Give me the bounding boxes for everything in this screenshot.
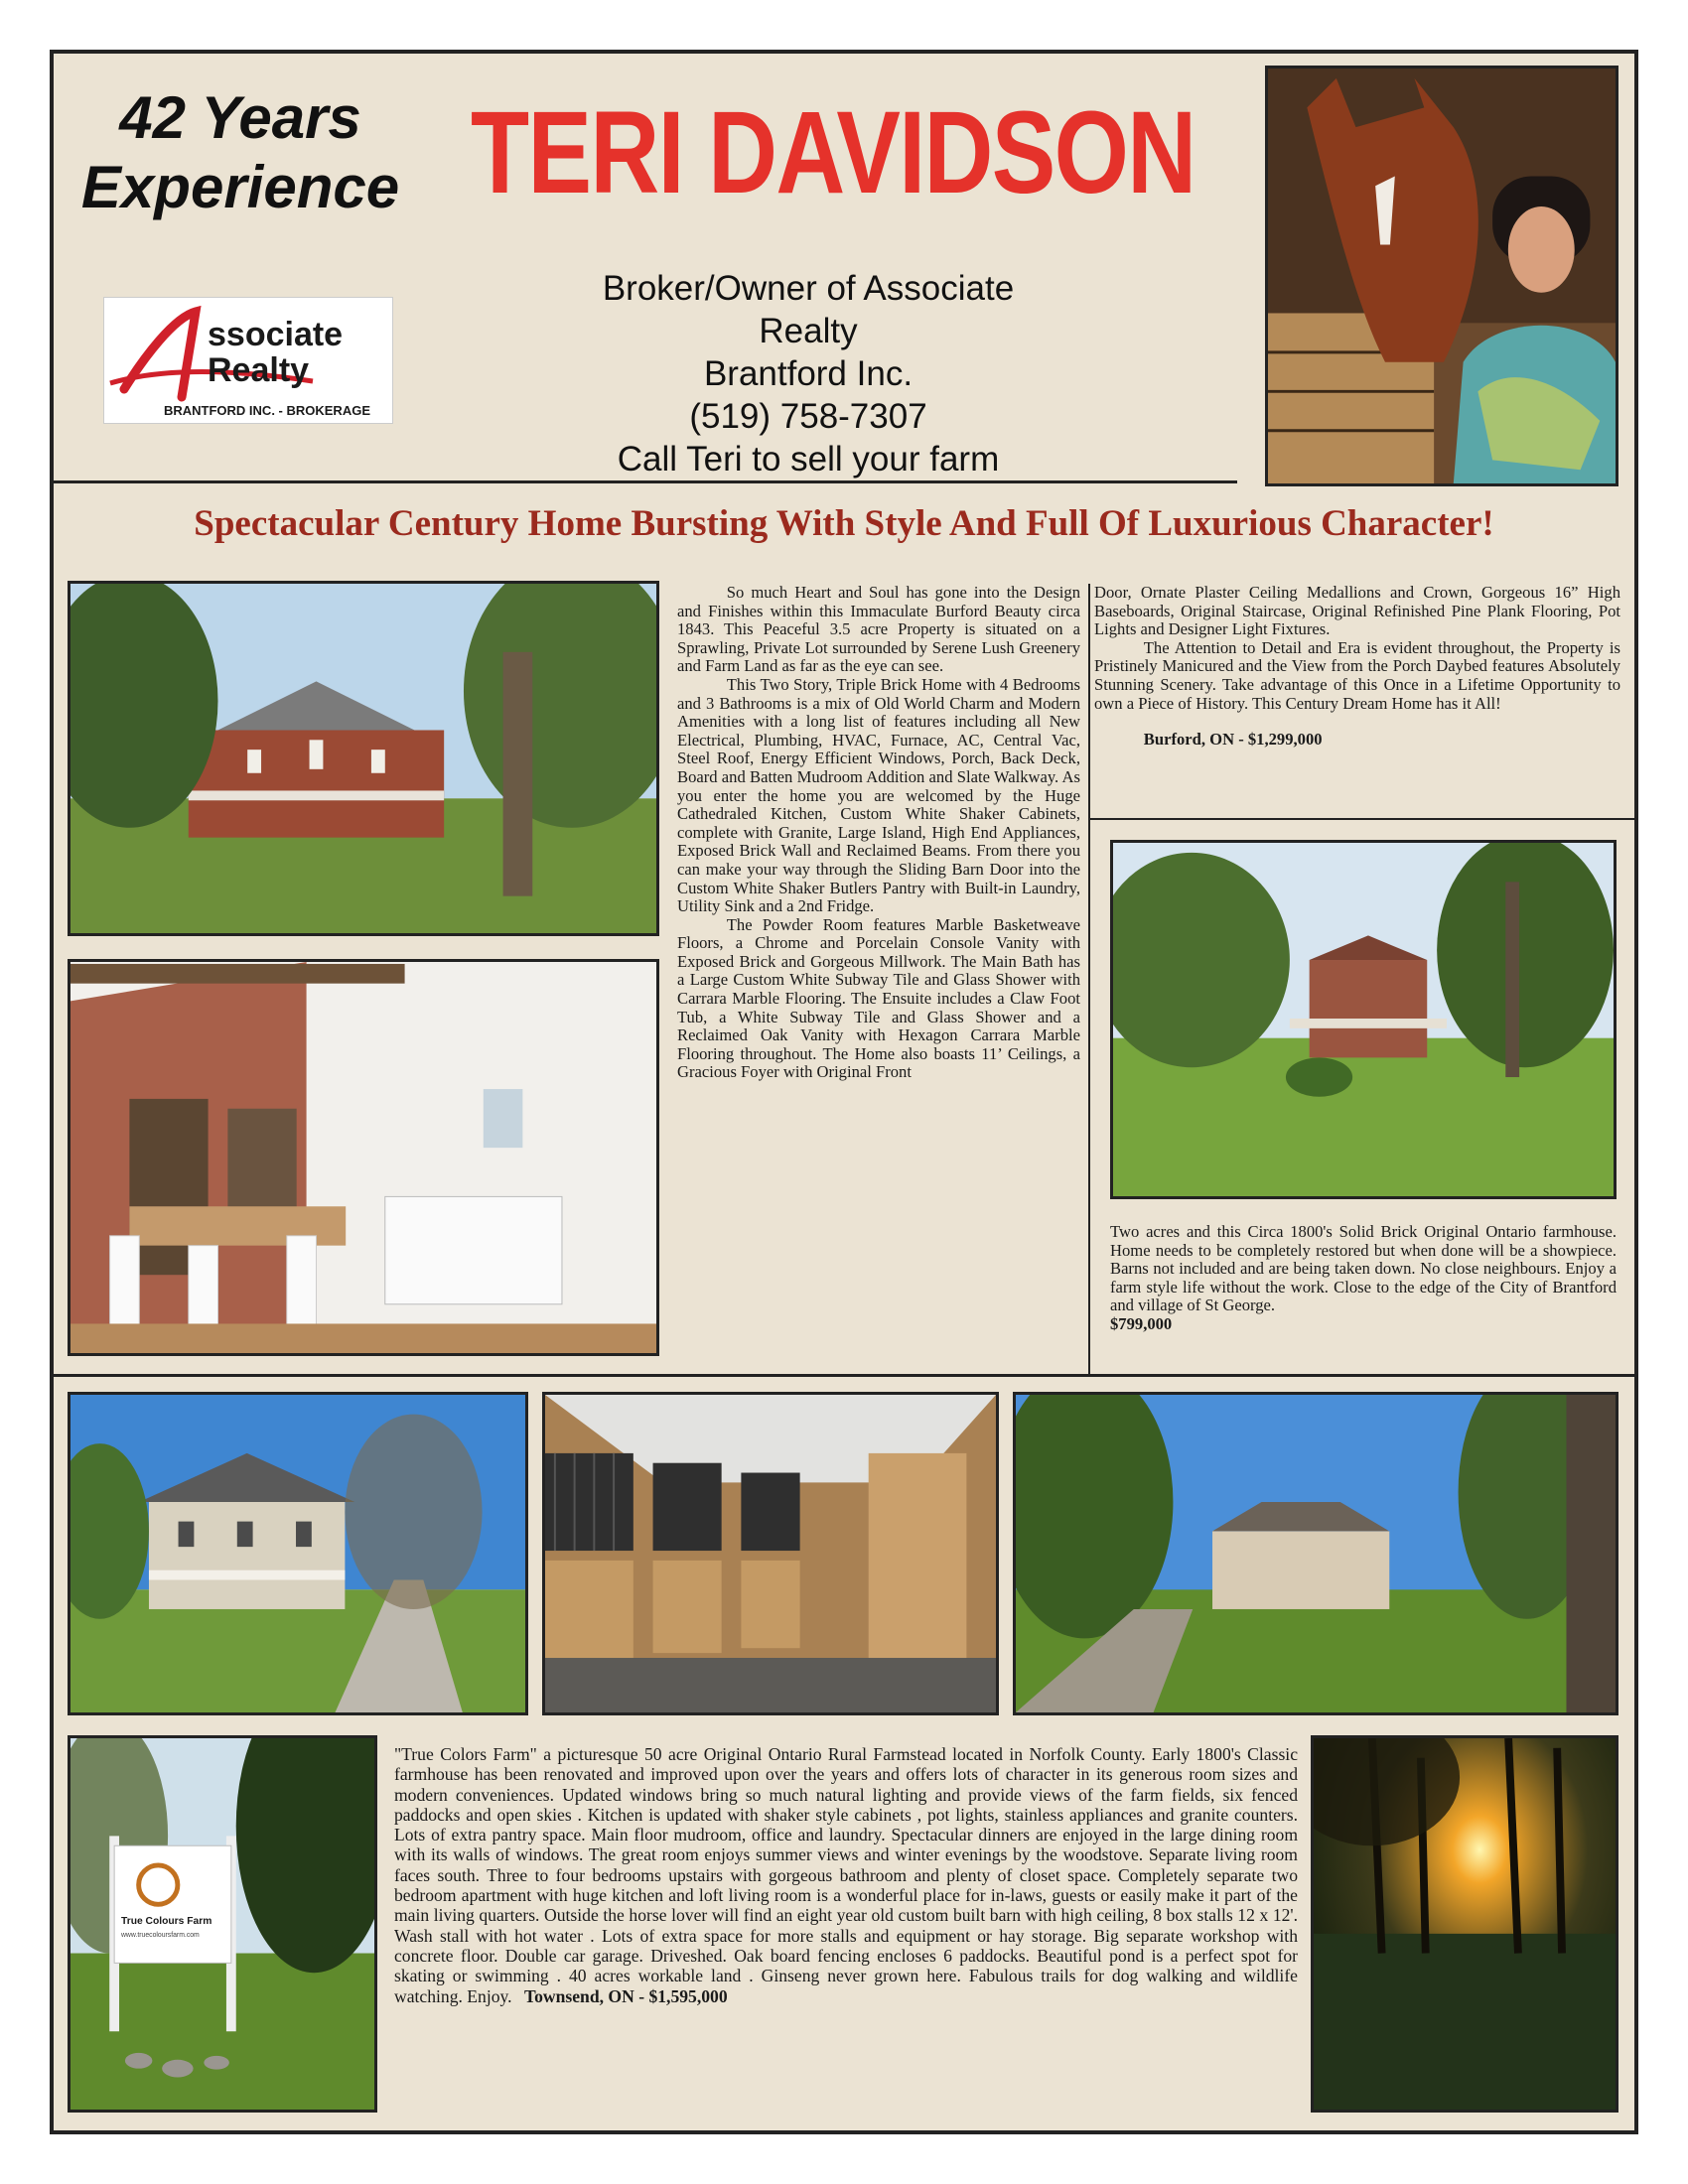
listing1-column-b	[1094, 584, 1620, 750]
phone-number: (519) 758-7307	[689, 397, 927, 436]
listing1-paragraph-5: The Attention to Detail and Era is evident throughout, the Property is Pristinely Manicured and the View from the Porch Daybed features Absolutely Stunning Scenery. Take advantage of this Once in a Lifetime Opportunity to own a Piece of History. This Century Dream Home has it All!	[1094, 637, 1620, 713]
broker-line: Broker/Owner of Associate Realty	[602, 269, 1015, 350]
listing1-paragraph-4: Door, Ornate Plaster Ceiling Medallions and Crown, Gorgeous 16” High Baseboards, Original Staircase, Original Refinished Pine Plank Flooring, Pot Lights and Designer Light Fixtures.	[1094, 583, 1620, 639]
sunset-photo	[1311, 1735, 1618, 2113]
years-line: 42 Years	[119, 84, 361, 151]
contact-block	[550, 267, 1066, 480]
townsend-house-photo	[68, 1392, 528, 1715]
listing1-paragraph-2: This Two Story, Triple Brick Home with 4 Bedrooms and 3 Bathrooms is a mix of Old World Charm and Modern Amenities with a long list of features including all New Electrical, Plumbing, HVAC, Furnace, AC, Central Vac, Steel Roof, Energy Efficient Windows, Porch, Back Deck, Board and Batten Mudroom Addition and Slate Walkway. As you enter the home you are welcomed by the Huge Cathedraled Kitchen, Custom White Shaker Cabinets, complete with Granite, Large Island, High End Appliances, Exposed Brick Wall and Reclaimed Beams. From there you can make your way through the Sliding Barn Door into the Custom White Shaker Butlers Pantry with Built-in Laundry, Utility Sink and a 2nd Fridge.	[677, 674, 1080, 916]
agent-name: TERI DAVIDSON	[471, 87, 1196, 218]
burford-exterior-image	[70, 584, 656, 933]
listing2-price: $799,000	[1110, 1313, 1173, 1333]
listing2-text: Two acres and this Circa 1800's Solid Brick Original Ontario farmhouse. Home needs to be completely restored but when done will be a showpiece. Barns not included and are being taken down. No close neighbours. Enjoy a farm style life without the work. Close to the edge of the City of Brantford and village of St George.	[1110, 1222, 1617, 1315]
experience-heading	[71, 83, 409, 222]
listing3-text: "True Colors Farm" a picturesque 50 acre Original Ontario Rural Farmstead located in Norfolk County. Early 1800's Classic farmhouse has been renovated and improved upon over the years and offers lots of character in its generous room sizes and modern conveniences. Updated windows bring so much natural lighting and provide views of the farm fields, six fenced paddocks and open skies . Kitchen is updated with shaker style cabinets , pot lights, stainless appliances and granite counters. Lots of extra pantry space. Main floor mudroom, office and laundry. Spectacular dinners are enjoyed in the large dining room with its walls of windows. The great room enjoys summer views and winter evenings by the woodstove. Separate living room faces south. Three to four bedrooms upstairs with gorgeous bathroom and plenty of closet space. Completely separate two bedroom apartment with huge kitchen and loft living room is a wonderful place for in-laws, guests or easily make it part of the main living quarters. Outside the horse lover will find an eight year old custom built barn with high ceiling, 8 box stalls 12 x 12'. Wash stall with hot water . Lots of extra space for more stalls and equipment or hay storage. Big separate workshop with concrete floor. Double car garage. Driveshed. Oak board fencing encloses 6 paddocks. Beautiful pond is a perfect spot for skating or swimming . 40 acres workable land . Ginseng never grown here. Fabulous trails for dog walking and wildlife watching. Enjoy.	[394, 1744, 1298, 2006]
burford-kitchen-photo	[68, 959, 659, 1356]
listing1-price	[1094, 731, 1620, 750]
listing1-paragraph-3: The Powder Room features Marble Basketweave Floors, a Chrome and Porcelain Console Vanity with Exposed Brick and Gorgeous Millwork. The Main Bath has a Large Custom White Subway Tile and Glass Shower with Carrara Marble Flooring. The Ensuite includes a Claw Foot Tub, a White Subway Tile and Glass Shower and a Reclaimed Oak Vanity with Hexagon Carrara Marble Flooring throughout. The Home also boasts 11’ Ceilings, a Gracious Foyer with Original Front	[677, 914, 1080, 1082]
listing2-top-divider	[1088, 818, 1634, 820]
header-divider	[54, 480, 1237, 483]
brantford-farmhouse-image	[1113, 843, 1614, 1196]
brantford-farmhouse-photo	[1110, 840, 1617, 1199]
listing2-description	[1110, 1223, 1617, 1334]
svg-text:BRANTFORD INC. - BROKERAGE: BRANTFORD INC. - BROKERAGE	[164, 403, 370, 418]
listing1-paragraph-1: So much Heart and Soul has gone into the Design and Finishes within this Immaculate Burford Beauty circa 1843. This Peaceful 3.5 acre Property is situated on a Sprawling, Private Lot surrounded by Serene Lush Greenery and Farm Land as far as the eye can see.	[677, 583, 1080, 676]
barn-stalls-photo	[542, 1392, 999, 1715]
townsend-rear-image	[1016, 1395, 1616, 1712]
townsend-rear-photo	[1013, 1392, 1618, 1715]
section-divider	[54, 1374, 1634, 1377]
listing3-price: Townsend, ON - $1,595,000	[523, 1985, 728, 2006]
agent-horse-photo	[1265, 66, 1618, 486]
company-line: Brantford Inc.	[703, 354, 914, 393]
agent-horse-image	[1268, 68, 1616, 483]
sunset-image	[1314, 1738, 1616, 2110]
listing3-description	[394, 1744, 1298, 2006]
logo-graphic	[104, 298, 394, 425]
ad-page	[50, 50, 1638, 2134]
listing1-price-text: Burford, ON - $1,299,000	[1143, 730, 1323, 750]
svg-text:www.truecoloursfarm.com: www.truecoloursfarm.com	[121, 1931, 200, 1939]
barn-stalls-image	[545, 1395, 996, 1712]
burford-exterior-photo	[68, 581, 659, 936]
experience-line: Experience	[80, 154, 400, 220]
call-to-action: Call Teri to sell your farm	[617, 440, 1000, 478]
true-colours-sign-photo	[68, 1735, 377, 2113]
listing-headline: Spectacular Century Home Bursting With Style And Full Of Luxurious Character!	[194, 503, 1494, 544]
svg-text:Realty: Realty	[208, 351, 310, 389]
svg-text:ssociate: ssociate	[208, 316, 344, 353]
townsend-house-image	[70, 1395, 525, 1712]
farm-sign-image	[70, 1738, 374, 2110]
listing1-column-a	[677, 584, 1080, 1082]
burford-kitchen-image	[70, 962, 656, 1353]
associate-realty-logo	[103, 297, 393, 424]
column-divider	[1088, 584, 1090, 1374]
svg-text:True Colours Farm: True Colours Farm	[121, 1915, 212, 1928]
